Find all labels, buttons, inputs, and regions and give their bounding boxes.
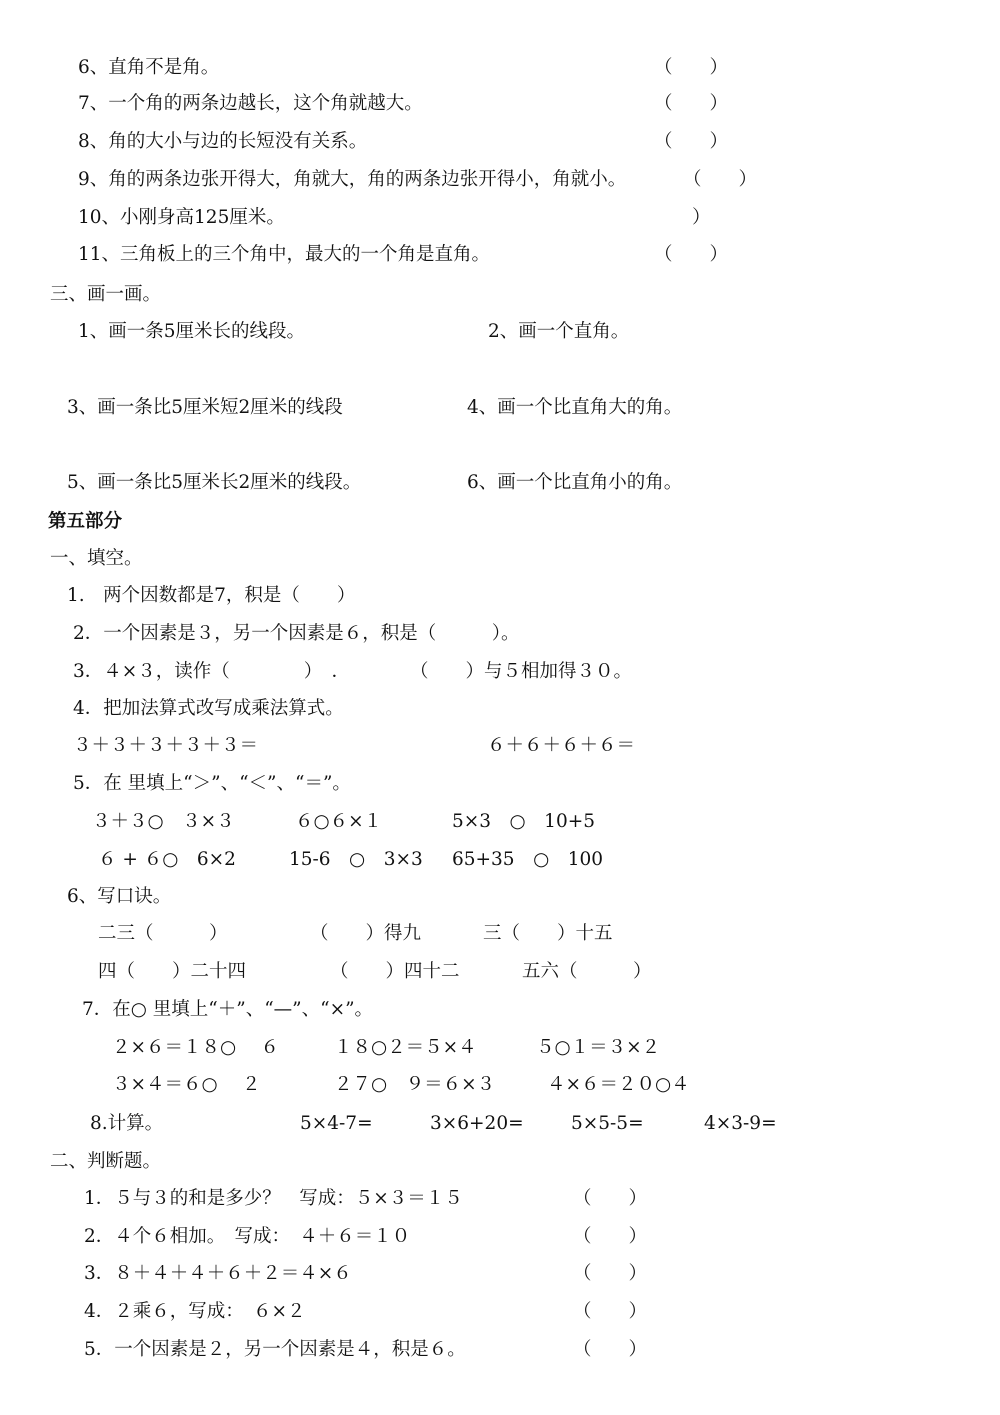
compare-expr: ６ + ６○ 6×2: [98, 849, 236, 870]
rhyme-item: （ ）四十二: [330, 961, 460, 982]
fill-question: 4．把加法算式改写成乘法算式。: [73, 698, 344, 719]
compare-expr: 65+35 ○ 100: [452, 849, 604, 870]
fill-question: 5．在 里填上“＞”、“＜”、“＝”。: [73, 773, 351, 794]
answer-paren[interactable]: （ ）: [654, 131, 729, 152]
judge-item: 11、三角板上的三个角中，最大的一个角是直角。: [78, 244, 491, 265]
judge-item: 10、小刚身高125厘米。: [78, 207, 285, 228]
answer-paren[interactable]: （ ）: [573, 1188, 648, 1209]
operator-expr: １８○２＝５×４: [334, 1037, 477, 1058]
expression: ６＋６＋６＋６＝: [487, 735, 636, 756]
operator-expr: ４×６＝２０○４: [547, 1074, 690, 1095]
answer-paren[interactable]: ）: [692, 207, 711, 228]
part-title: 第五部分: [48, 511, 123, 532]
answer-paren[interactable]: （ ）: [654, 57, 729, 78]
answer-paren[interactable]: （ ）: [573, 1339, 648, 1360]
judge-item: 8、角的大小与边的长短没有关系。: [78, 131, 368, 152]
judge-item: 6、直角不是角。: [78, 57, 220, 78]
draw-item: 1、画一条5厘米长的线段。: [78, 321, 306, 342]
answer-paren[interactable]: （ ）: [573, 1301, 648, 1322]
fill-question: 8.计算。: [90, 1113, 164, 1134]
answer-paren[interactable]: （ ）: [683, 169, 758, 190]
calc-expr: 5×5-5=: [571, 1113, 644, 1134]
rhyme-item: 五六（ ）: [522, 961, 652, 982]
fill-question: 3．４×３，读作（ ） ．: [73, 661, 351, 682]
operator-expr: ２×６＝１８○ ６: [112, 1037, 280, 1058]
fill-question: 7．在○ 里填上“＋”、“—”、“×”。: [82, 999, 374, 1020]
answer-paren[interactable]: （ ）: [573, 1226, 648, 1247]
draw-item: 3、画一条比5厘米短2厘米的线段: [67, 397, 343, 418]
section-title: 三、画一画。: [50, 284, 162, 305]
rhyme-item: （ ）得九: [310, 923, 422, 944]
draw-item: 5、画一条比5厘米长2厘米的线段。: [67, 472, 362, 493]
section-title: 一、填空。: [50, 548, 143, 569]
fill-question: （ ）与５相加得３０。: [410, 661, 633, 682]
expression: ３＋３＋３＋３＋３＝: [73, 735, 259, 756]
rhyme-item: 三（ ）十五: [483, 923, 613, 944]
operator-expr: ２７○ ９＝６×３: [334, 1074, 496, 1095]
answer-paren[interactable]: （ ）: [654, 93, 729, 114]
draw-item: 4、画一个比直角大的角。: [467, 397, 683, 418]
rhyme-item: 二三（ ）: [98, 923, 228, 944]
compare-expr: ６○６×１: [295, 811, 383, 832]
operator-expr: ３×４＝６○ ２: [112, 1074, 261, 1095]
operator-expr: ５○１＝３×２: [536, 1037, 661, 1058]
judge-item: 1．５与３的和是多少？ 写成：５×３＝１５: [84, 1188, 463, 1209]
judge-item: 5．一个因素是２，另一个因素是４，积是６。: [84, 1339, 466, 1360]
compare-expr: 15-6 ○ 3×3: [289, 849, 423, 870]
fill-question: 6、写口诀。: [67, 886, 172, 907]
calc-expr: 3×6+20=: [430, 1113, 524, 1134]
judge-item: 9、角的两条边张开得大，角就大，角的两条边张开得小，角就小。: [78, 169, 627, 190]
section-title: 二、判断题。: [50, 1151, 162, 1172]
answer-paren[interactable]: （ ）: [654, 244, 729, 265]
rhyme-item: 四（ ）二十四: [98, 961, 247, 982]
judge-item: 4．２乘６，写成： ６×２: [84, 1301, 306, 1322]
draw-item: 2、画一个直角。: [488, 321, 630, 342]
judge-item: 2．４个６相加。 写成： ４＋６＝１０: [84, 1226, 411, 1247]
calc-expr: 4×3-9=: [704, 1113, 777, 1134]
fill-question: 1. 两个因数都是7，积是（ ）: [67, 585, 356, 606]
fill-question: 2．一个因素是３，另一个因素是６，积是（ ）。: [73, 623, 520, 644]
judge-item: 7、一个角的两条边越长，这个角就越大。: [78, 93, 423, 114]
judge-item: 3．８＋４＋４＋６＋２＝４×６: [84, 1263, 352, 1284]
calc-expr: 5×4-7=: [300, 1113, 373, 1134]
compare-expr: 5×3 ○ 10+5: [452, 811, 595, 832]
draw-item: 6、画一个比直角小的角。: [467, 472, 683, 493]
answer-paren[interactable]: （ ）: [573, 1263, 648, 1284]
compare-expr: ３＋３○ ３×３: [92, 811, 235, 832]
